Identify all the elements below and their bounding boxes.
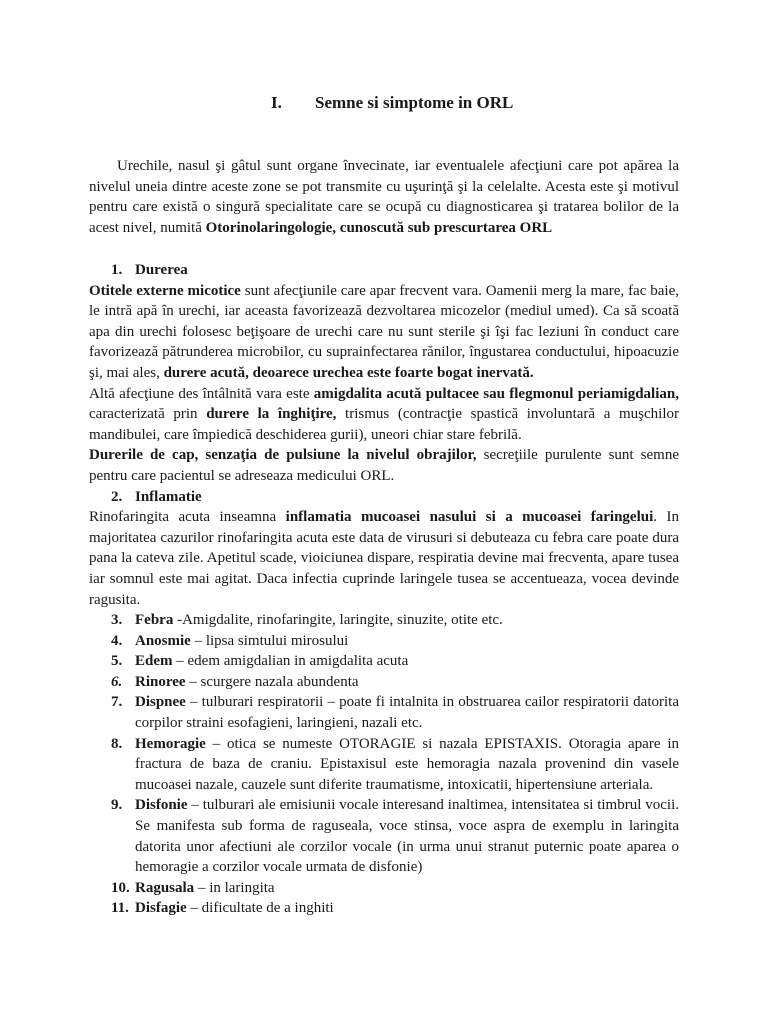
list-text: – lipsa simtului mirosului — [190, 632, 349, 649]
paragraph-text: Rinofaringita acuta inseamna — [89, 509, 286, 526]
list-number: 11. — [111, 900, 129, 917]
paragraph-text: caracterizată prin — [89, 406, 207, 423]
list-number: 3. — [111, 612, 123, 629]
section-heading: Durerea — [135, 262, 188, 278]
section-number: 2. — [111, 488, 123, 505]
paragraph-text: . In majoritatea cazurilor rinofaringita acuta este data de virusuri si debuteaza cu febra care poate dura pana la cateva zile. Apetitul scade, vioiciunea dispare, respiratia devine mai frecventa, apare tusea iar somnul este mai agitat. Daca infectia cuprinde laringele tusea se accentueaza, vocea devinde ragusita. — [89, 509, 679, 608]
paragraph-amigdalita — [89, 384, 679, 446]
list-item — [89, 692, 679, 733]
bold-term: amigdalita acută pultacee sau flegmonul periamigdalian, — [313, 385, 679, 402]
document-body — [89, 260, 679, 919]
list-item — [89, 672, 679, 693]
list-item — [89, 878, 679, 899]
paragraph-text: secreţiile purulente sunt semne pentru care pacientul se adreseaza medicului ORL. — [89, 447, 679, 484]
section-heading-inflamatie — [89, 487, 679, 508]
list-item — [89, 795, 679, 877]
intro-bold: Otorinolaringologie, cunoscută sub prescurtarea ORL — [205, 219, 553, 236]
list-text: – scurgere nazala abundenta — [185, 673, 359, 690]
paragraph-text: Altă afecţiune des întâlnită vara este — [89, 385, 314, 402]
list-number: 5. — [111, 653, 123, 670]
paragraph-otite — [89, 281, 679, 384]
list-term: Disfonie — [135, 797, 188, 814]
paragraph-text: sunt afecţiunile care apar frecvent vara. Oamenii merg la mare, fac baie, le intră apă în urechi, iar aceasta favorizează dezvoltarea micozelor (mediul umed). Ca să scoată apa din urechi folosesc beţişoare de urechi care nu sunt sterile şi îşi fac leziuni în conduct care favorizează pătrunderea microbilor, cu suprainfectarea rănilor, îngustarea conductului, hipoacuzie şi, mai ales, — [89, 282, 679, 381]
list-item — [89, 898, 679, 919]
section-heading-durerea — [89, 260, 679, 281]
list-number: 7. — [111, 694, 123, 711]
list-item — [89, 631, 679, 652]
list-text: – tulburari ale emisiunii vocale interesand inaltimea, intensitatea si timbrul vocii. Se manifesta sub forma de raguseala, voce stinsa, voce aspra de exemplu in laringita datorita unor afectiuni ale corzilor vocale (in urma unui stranut puternic poate aparea o hemoragie a corzilor vocale urmata de disfonie) — [135, 797, 679, 876]
bold-phrase: durere acută, deoarece urechea este foarte bogat inervată. — [163, 364, 534, 381]
list-term: Anosmie — [135, 632, 191, 649]
list-item — [89, 651, 679, 672]
list-item — [89, 610, 679, 631]
intro-paragraph — [89, 156, 679, 238]
list-text: – dificultate de a inghiti — [186, 900, 334, 917]
section-number: 1. — [111, 262, 123, 278]
list-term: Rinoree — [135, 673, 186, 690]
chapter-number: I. — [271, 93, 282, 112]
list-term: Ragusala — [135, 879, 195, 896]
bold-phrase: durere la înghiţire, — [206, 406, 337, 423]
list-term: Hemoragie — [135, 735, 206, 752]
bold-term: Durerile de cap, senzaţia de pulsiune la nivelul obrajilor, — [89, 447, 477, 464]
list-number: 10. — [111, 879, 130, 896]
list-number: 8. — [111, 735, 123, 752]
paragraph-dureri-cap — [89, 445, 679, 486]
list-text: – edem amigdalian in amigdalita acuta — [172, 653, 409, 670]
list-text: – otica se numeste OTORAGIE si nazala EPISTAXIS. Otoragia apare in fractura de baza de craniu. Epistaxisul este hemoragia nazala provenind din vasele mucoasei nazale, cauzele sunt diferite traumatisme, intoxicatii, hipertensiune arteriala. — [135, 735, 679, 793]
list-term: Dispnee — [135, 694, 186, 711]
section-heading: Inflamatie — [135, 488, 202, 505]
list-term: Edem — [135, 653, 173, 670]
bold-term: inflamatia mucoasei nasului si a mucoasei faringelui — [285, 509, 654, 526]
chapter-title-text: Semne si simptome in ORL — [315, 93, 514, 112]
list-text: – in laringita — [194, 879, 275, 896]
list-text: -Amigdalite, rinofaringite, laringite, sinuzite, otite etc. — [173, 612, 503, 629]
list-number: 9. — [111, 797, 123, 814]
list-number: 6. — [111, 673, 123, 690]
intro-text: Urechile, nasul şi gâtul sunt organe învecinate, iar eventualele afecţiuni care pot apărea la nivelul uneia dintre aceste zone se pot transmite cu uşurinţă şi la celelalte. Acesta este şi motivul pentru care există o singură specialitate care se ocupă cu diagnosticarea şi tratarea bolilor de la acest nivel, numită — [89, 158, 679, 236]
paragraph-rinofaringita — [89, 507, 679, 610]
list-item — [89, 734, 679, 796]
list-number: 4. — [111, 632, 123, 649]
bold-term: Otitele externe micotice — [89, 282, 241, 299]
list-term: Febra — [135, 612, 174, 629]
list-term: Disfagie — [135, 900, 187, 917]
paragraph-text: trismus (contracţie spastică involuntară a muşchilor mandibulei, care împiedică deschiderea gurii), uneori chiar stare febrilă. — [89, 406, 679, 443]
list-text: – tulburari respiratorii – poate fi intalnita in obstruarea cailor respiratorii datorita corpilor straini esofagieni, laringieni, nazali etc. — [135, 694, 679, 732]
